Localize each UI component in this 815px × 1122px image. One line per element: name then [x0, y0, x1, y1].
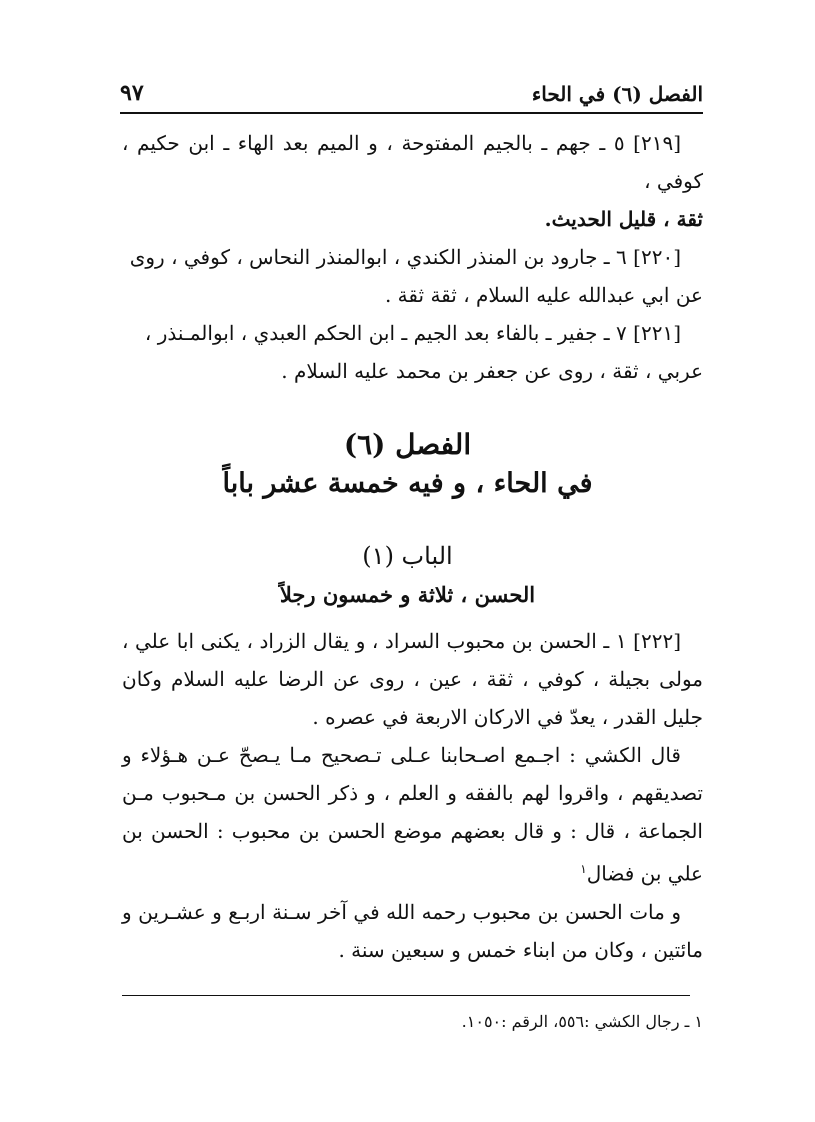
section-subtitle: الحسن ، ثلاثة و خمسون رجلاً: [279, 582, 536, 607]
footnote-marker: ١: [580, 862, 587, 876]
main-body: [122, 622, 703, 969]
entry-219-line1: [٢١٩] ٥ ـ جهم ـ بالجيم المفتوحة ، و الميم بعد الهاء ـ ابن حكيم ، كوفي ،: [122, 131, 703, 193]
entry-222: [٢٢٢] ١ ـ الحسن بن محبوب السراد ، و يقال الزراد ، يكنى ابا علي ، مولى بجيلة ، كوفي ، ثقة ، عين ، روى عن الرضا عليه السلام وكان جليل القدر ، يعدّ في الاركان الاربعة في عصره .: [122, 629, 703, 729]
page-number: ٩٧: [120, 80, 144, 106]
entries-block: [122, 124, 703, 390]
section-title: الباب (١): [362, 542, 453, 570]
entry-220-line1: [٢٢٠] ٦ ـ جارود بن المنذر الكندي ، ابوالمنذر النحاس ، كوفي ، روى: [129, 245, 681, 269]
entry-219-line2: ثقة ، قليل الحديث.: [544, 207, 703, 231]
entry-221-line1: [٢٢١] ٧ ـ جفير ـ بالفاء بعد الجيم ـ ابن الحكم العبدي ، ابوالمـنذر ،: [144, 321, 681, 345]
chapter-subtitle: في الحاء ، و فيه خمسة عشر باباً: [222, 468, 593, 499]
kashi-paragraph: [122, 736, 703, 893]
death-paragraph: و مات الحسن بن محبوب رحمه الله في آخر سـنة اربـع و عشـرين و مائتين ، وكان من ابناء خمس و سبعين سنة .: [122, 899, 703, 962]
footnote-divider: [122, 995, 690, 996]
page-header: [120, 76, 703, 106]
kashi-text: قال الكشي : اجـمع اصـحابنا عـلى تـصحيح مـا يـصحّ عـن هـؤلاء و تصديقهم ، واقروا لهم بالفقه و العلم ، و ذكر الحسن بن مـحبوب مـن الجماعة ، قال : و قال بعضهم موضع الحسن بن محبوب : الحسن بن علي بن فضال: [122, 743, 703, 886]
running-title: الفصل (٦) في الحاء: [531, 82, 703, 106]
entry-221-line2: عربي ، ثقة ، روى عن جعفر بن محمد عليه السلام .: [281, 359, 703, 383]
entry-220-line2: عن ابي عبدالله عليه السلام ، ثقة ثقة .: [384, 283, 703, 307]
header-divider: [120, 112, 703, 114]
chapter-title: الفصل (٦): [343, 428, 472, 461]
footnote: ١ ـ رجال الكشي :٥٥٦، الرقم :١٠٥٠.: [461, 1012, 703, 1031]
